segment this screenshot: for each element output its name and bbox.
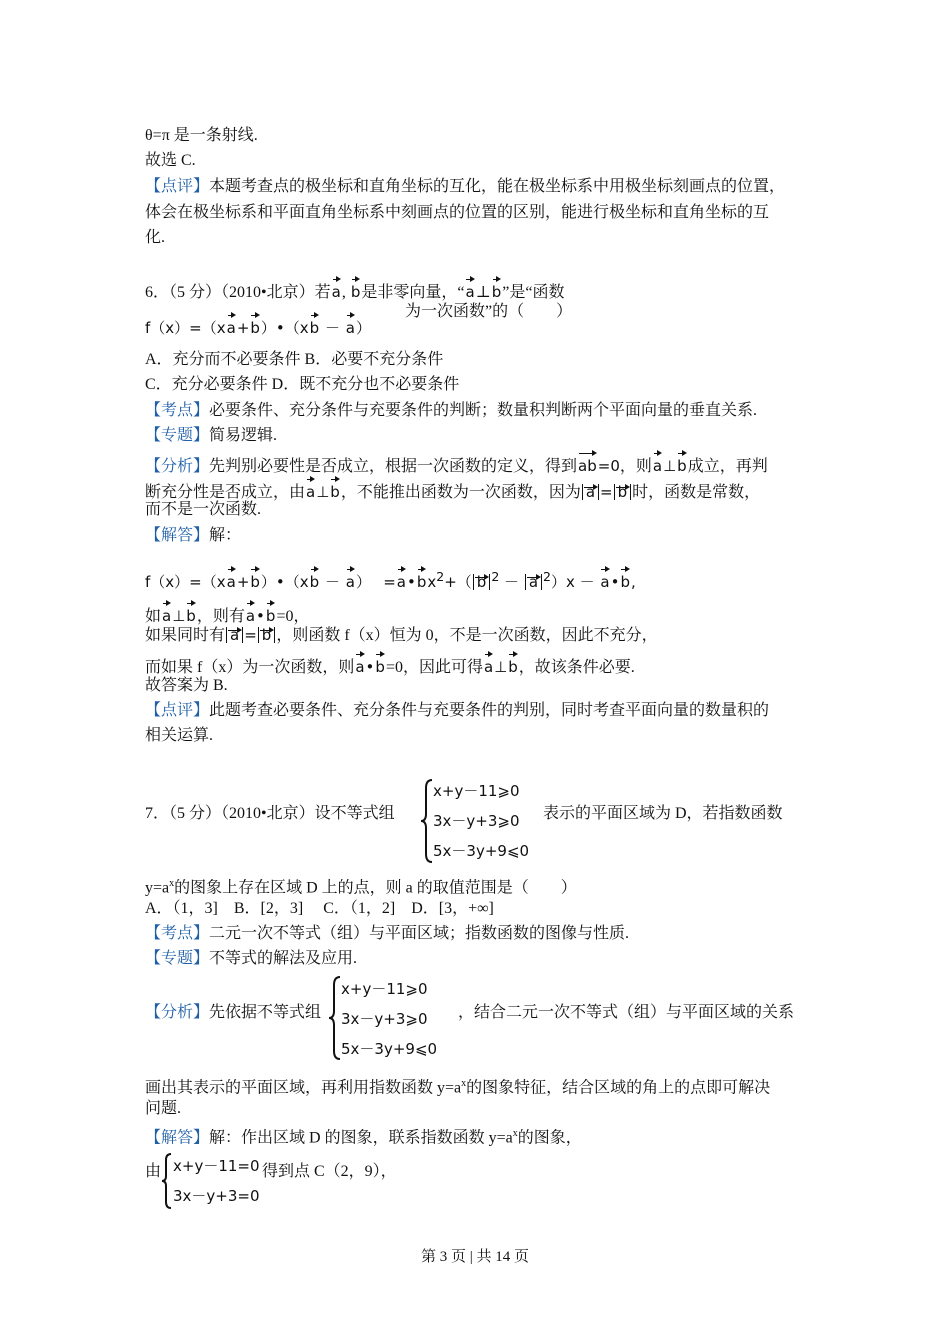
comment-text: 本题考查点的极坐标和直角坐标的互化，能在极坐标系中用极坐标刻画点的位置， [209,178,786,195]
q7-zhuanti [145,949,357,969]
zhuanti-text: 简易逻辑. [209,427,278,444]
q7-fenxi-ineq-1: x+y－11⩾0 [341,980,428,998]
q7-ineq-3: 5x－3y+9⩽0 [433,842,530,860]
q6-expand: f（x）=（x [145,573,226,591]
q6-zhuanti [145,426,277,446]
text-line: 故选 C. [145,152,196,169]
tag-label: 【专题】 [145,950,210,967]
kaodian-text: 二元一次不等式（组）与平面区域；指数函数的图像与性质. [209,925,630,942]
text-line: θ=π 是一条射线. [145,127,258,144]
q7-you: 由 [145,1163,162,1180]
q7-fenxi-ineq-2: 3x－y+3⩾0 [341,1010,428,1028]
q7-line-2: $y=a^x$的图象上存在区域 D 上的点，则 a 的取值范围是（ ） [145,878,577,897]
text: ，则函数 f（x）恒为 0，不是一次函数，因此不充分， [276,627,658,644]
text-line: 化. [145,229,166,246]
tag-label: 【专题】 [145,427,210,444]
q6-dianping-2: 相关运算. [145,727,214,744]
q6-erru: 而如果 f（x）为一次函数，则a•b=0，因此可得a⊥b，故该条件必要. [145,651,635,678]
tag-label: 【分析】 [145,458,210,475]
text: 如果同时有 [145,627,226,644]
q7-fenxi-tail: ，结合二元一次不等式（组）与平面区域的关系 [458,1004,795,1021]
text: 而如果 f（x）为一次函数，则 [145,659,355,676]
q6-tongshi: 如果同时有 a = b ，则函数 f（x）恒为 0，不是一次函数，因此不充分， [145,626,658,644]
q6-ru: 如a⊥b，则有a•b=0， [145,600,309,627]
fenxi-text: ，则 [619,458,652,475]
text: ，则有 [196,608,245,625]
jieda-text: 解： [209,527,242,544]
q6-options-ab: A．充分而不必要条件 B．必要不充分条件 [145,351,444,368]
tag-label: 【解答】 [145,1129,210,1147]
text: =0，因此可得 [385,659,483,676]
q7-eq-1: x+y－11=0 [173,1157,260,1175]
tag-label: 【点评】 [145,702,210,719]
question-7-stem: 7．（5 分）（2010•北京）设不等式组 [145,805,395,822]
zhuanti-text: 不等式的解法及应用. [209,950,358,967]
text: 的图象特征，结合区域的角上的点即可解决 [466,1079,771,1097]
comment-line [145,177,785,197]
tag-label: 【考点】 [145,402,210,419]
q7-jieda: 【解答】解：作出区域 D 的图象，联系指数函数 $y=a^x$的图象， [145,1128,582,1147]
q7-stem-tail: 表示的平面区域为 D，若指数函数 [543,805,783,822]
text: 如 [145,608,162,625]
fenxi-text: 断充分性是否成立，由 [145,484,306,501]
page-footer: 第 3 页 | 共 14 页 [420,1249,529,1265]
q6-expansion: f（x）=（xa+b）•（xb － a） $=a•bx^2+$（ b $^2$ － a $^2$）x － a•b, [145,566,636,592]
q6-function: f（x）=（xa+b）•（xb － a） [145,312,371,338]
q7-eq-2: 3x－y+3=0 [173,1187,260,1205]
q6-jieda [145,526,241,546]
q6-fenxi-1: 【分析】先判别必要性是否成立，根据一次函数的定义，得到ab=0，则a⊥b成立，再判 [145,450,768,477]
q7-ineq-1: x+y－11⩾0 [433,782,520,800]
text: ，故该条件必要. [518,659,635,676]
fenxi-text: 先依据不等式组 [209,1004,322,1021]
jieda-text: 解：作出区域 D 的图象，联系指数函数 y=a [209,1129,513,1147]
q6-head-b: 是非零向量，“ [361,284,465,301]
q6-func-tail: 为一次函数”的（ ） [405,303,573,320]
q7-options: A．（1，3] B．[2，3] C．（1，2] D．[3，+∞] [145,900,494,917]
q6-fenxi-2: 断充分性是否成立，由a⊥b，不能推出函数为一次函数，因为 a = b 时，函数是常数， [145,476,760,503]
q6-head-a: 6．（5 分）（2010•北京）若 [145,284,331,301]
q7-fenxi-ineq-3: 5x－3y+9⩽0 [341,1040,438,1058]
text-line: 体会在极坐标系和平面直角坐标系中刻画点的位置的区别，能进行极坐标和直角坐标的互 [145,204,770,221]
q6-kaodian [145,401,757,421]
left-brace-icon [328,975,342,1061]
q7-fenxi [145,1003,321,1023]
q7-dedian: 得到点 C（2，9）， [262,1163,397,1180]
q7-fenxi-3: 问题. [145,1100,182,1117]
left-brace-icon [420,778,434,864]
q6-head-c: ”是“函数 [502,284,565,301]
question-6-stem: 6．（5 分）（2010•北京）若a, b是非零向量，“a⊥b”是“函数 [145,276,564,303]
tag-label: 【考点】 [145,925,210,942]
fenxi-text: ，不能推出函数为一次函数，因为 [340,484,581,501]
q6-func-b: ）•（x [260,319,309,337]
q7-ineq-2: 3x－y+3⩾0 [433,812,520,830]
left-brace-icon [161,1152,173,1210]
dianping-text: 此题考查必要条件、充分条件与充要条件的判别，同时考查平面向量的数量积的 [209,702,770,719]
fenxi-text: 先判别必要性是否成立，根据一次函数的定义，得到 [209,458,578,475]
q7-fenxi-2: 画出其表示的平面区域，再利用指数函数 $y=a^x$的图象特征，结合区域的角上的点即可解决 [145,1078,771,1097]
q7-kaodian [145,924,629,944]
tag-label: 【点评】 [145,178,210,195]
text: 画出其表示的平面区域，再利用指数函数 y=a [145,1079,462,1097]
fenxi-text: 时，函数是常数， [632,484,761,501]
q6-answer: 故答案为 B. [145,677,228,694]
fenxi-text: 成立，再判 [687,458,768,475]
jieda-text: 的图象， [517,1129,582,1147]
tag-label: 【分析】 [145,1004,210,1021]
text: 的图象上存在区域 D 上的点，则 a 的取值范围是（ ） [174,879,577,897]
text: =0， [276,608,310,625]
q6-func: f（x）=（x [145,319,226,337]
tag-label: 【解答】 [145,527,210,544]
q6-options-cd: C．充分必要条件 D．既不充分也不必要条件 [145,376,460,393]
q6-dianping-1 [145,701,769,721]
q6-fenxi-3: 而不是一次函数. [145,501,262,518]
kaodian-text: 必要条件、充分条件与充要条件的判断；数量积判断两个平面向量的垂直关系. [209,402,758,419]
